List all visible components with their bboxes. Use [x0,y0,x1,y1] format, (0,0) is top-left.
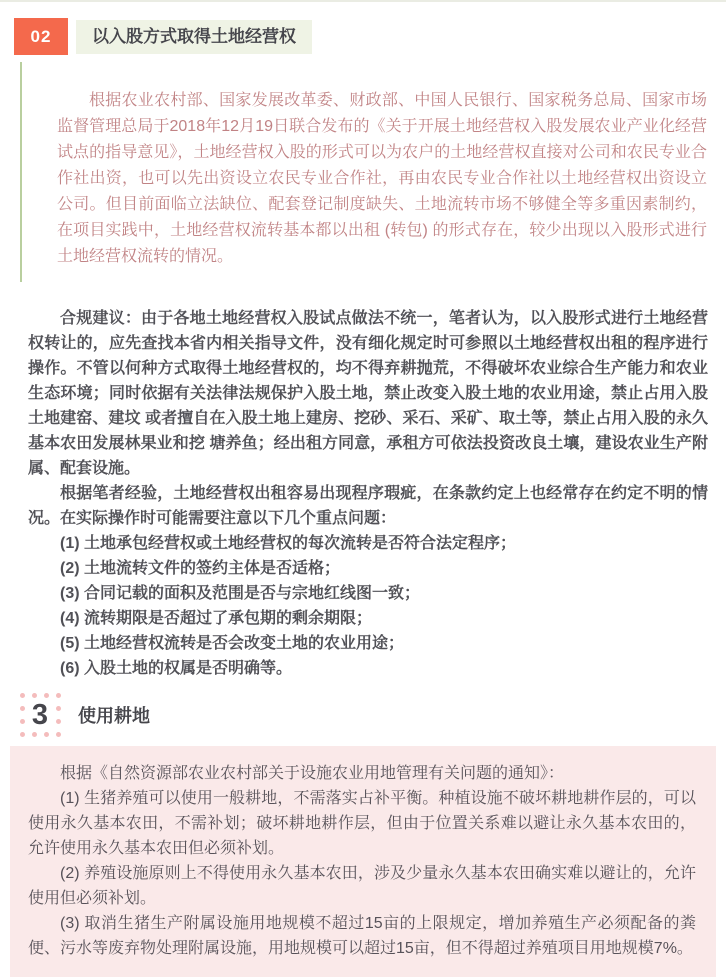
notice-item-1: (1) 生猪养殖可以使用一般耕地，不需落实占补平衡。种植设施不破坏耕地耕作层的，可以使用永久基本农田，不需补划；破坏耕地耕作层，但由于位置关系难以避让永久基本农田的，允许使用永久基本农田但必须补划。 [28,790,696,857]
checklist-item-2: (2) 土地流转文件的签约主体是否适格； [60,560,341,577]
checklist-item-1: (1) 土地承包经营权或土地经营权的每次流转是否符合法定程序； [60,535,517,552]
quote-block [0,88,726,270]
section-3-title: 使用耕地 [78,706,150,726]
section-2-header [14,18,726,55]
checklist-item-6: (6) 入股土地的权属是否明确等。 [60,660,293,677]
checklist-item-5: (5) 土地经营权流转是否会改变土地的农业用途； [60,635,405,652]
checklist-item-3: (3) 合同记载的面积及范围是否与宗地红线图一致； [60,585,421,602]
top-divider [0,0,726,2]
section-number-badge: 02 [14,18,68,55]
notice-box [10,746,716,977]
compliance-paragraph-2: 根据笔者经验，土地经营权出租容易出现程序瑕疵，在条款约定上也经常存在约定不明的情况。在实际操作时可能需要注意以下几个重点问题： [28,485,708,527]
notice-item-3: (3) 取消生猪生产附属设施用地规模不超过15亩的上限规定，增加养殖生产必须配备的粪便、污水等废弃物处理附属设施，用地规模可以超过15亩，但不得超过养殖项目用地规模7%。 [28,915,696,957]
notice-item-2: (2) 养殖设施原则上不得使用永久基本农田，涉及少量永久基本农田确实难以避让的，允许使用但必须补划。 [28,865,696,907]
compliance-paragraph-1: 合规建议：由于各地土地经营权入股试点做法不统一，笔者认为，以入股形式进行土地经营权转让的，应先查找本省内相关指导文件，没有细化规定时可参照以土地经营权出租的程序进行操作。不管以何种方式取得土地经营权的，均不得弃耕抛荒，不得破坏农业综合生产能力和农业生态环境；同时依据有关法律法规保护入股土地，禁止改变入股土地的农业用途，禁止占用入股土地建窑、建坟 或者擅自在入股土地上建房、挖砂、采石、采矿、取土等，禁止占用入股的永久基本农田发展林果业和挖 塘养鱼；经出租方同意，承租方可依法投资改良土壤，建设农业生产附属、配套设施。 [28,310,708,477]
green-accent-line [20,62,22,282]
section-3-number: 3 [31,698,49,731]
section-3-marker [18,691,62,739]
section-3-header [18,691,726,739]
compliance-advice-section [28,306,708,681]
notice-intro-paragraph: 根据《自然资源部农业农村部关于设施农业用地管理有关问题的通知》： [60,765,565,782]
quote-paragraph: 根据农业农村部、国家发展改革委、财政部、中国人民银行、国家税务总局、国家市场监督管理总局于2018年12月19日联合发布的《关于开展土地经营权入股发展农业产业化经营试点的指导意见》，土地经营权入股的形式可以为农户的土地经营权直接对公司和农民专业合作社出资，也可以先出资设立农民专业合作社，再由农民专业合作社以土地经营权出资设立公司。但目前面临立法缺位、配套登记制度缺失、土地流转市场不够健全等多重因素制约，在项目实践中，土地经营权流转基本都以出租 (转包) 的形式存在，较少出现以入股形式进行土地经营权流转的情况。 [57,92,707,265]
section-2-title: 以入股方式取得土地经营权 [76,20,312,54]
checklist-item-4: (4) 流转期限是否超过了承包期的剩余期限； [60,610,373,627]
